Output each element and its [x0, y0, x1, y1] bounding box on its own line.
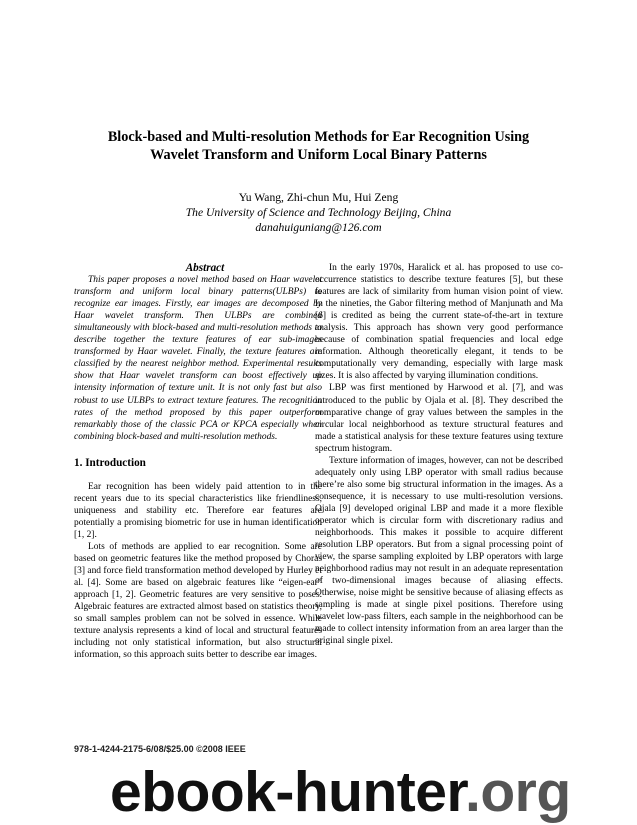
introduction-heading: 1. Introduction — [74, 456, 146, 469]
right-column — [315, 262, 563, 648]
isbn-footer: 978-1-4244-2175-6/08/$25.00 ©2008 IEEE — [74, 744, 246, 754]
abstract-section — [74, 262, 322, 443]
paper-title — [60, 128, 577, 164]
left-column — [74, 262, 322, 661]
author-email: danahuiguniang@126.com — [255, 221, 382, 234]
watermark — [110, 760, 637, 825]
watermark-text: ebook-hunter — [110, 760, 466, 824]
intro-paragraph-1: Ear recognition has been widely paid attention to in the recent years due to its special characteristics like friendliness, uniqueness and stability etc. Therefore ear features are potentially a promising biometric for use in human identification [1, 2]. — [74, 481, 322, 540]
intro-paragraph-2: Lots of methods are applied to ear recognition. Some are based on geometric features like the method proposed by Choras [3] and force field transformation method developed by Hurley et al. [4]. Some are based on algebraic features like “eigen-ear” approach [1, 2]. Geometric features are very sensitive to poses. Algebraic features are extracted almost based on statistics theory, so small samples problem can not be solved in essence. While texture analysis represents a kind of local and structural features including not only statistical information, but also structural information, so this approach suits better to describe ear images. — [74, 541, 322, 661]
abstract-text: This paper proposes a novel method based on Haar wavelet transform and uniform local binary patterns(ULBPs) to recognize ear images. Firstly, ear images are decomposed by Haar wavelet transform. Then ULBPs are combined simultaneously with block-based and multi-resolution methods to describe together the texture features of ear sub-images transformed by Haar wavelet. Finally, the texture features are classified by the nearest neighbor method. Experimental results show that Haar wavelet transform can boost effectively up intensity information of texture unit. It is not only fast but also robust to use ULBPs to extract texture features. The recognition rates of the method proposed by this paper outperform remarkably those of the classic PCA or KPCA especially when combining block-based and multi-resolution methods. — [74, 275, 322, 442]
body-paragraph-multiresolution: Texture information of images, however, can not be described adequately only using LBP operator with small radius because there’re also some big structural information in the images. As a consequence, it is necessary to use multi-resolution versions. Ojala [9] developed original LBP and made it a more flexible operator which is circular form with discretionary radius and neighborhoods. This makes it possible to acquire different resolution LBP operators. But from a signal processing point of view, the sparse sampling exploited by LBP operators with large neighborhood radius may not result in an adequate representation of two-dimensional images because of aliasing effects. Otherwise, noise might be sensitive because of aliasing effects as sampling is made at single pixel positions. Therefore using wavelet low-pass filters, each sample in the neighborhood can be made to collect intensity information from an area larger than the original single pixel. — [315, 455, 563, 647]
watermark-domain: .org — [465, 760, 571, 824]
body-paragraph-lbp: LBP was first mentioned by Harwood et al. [7], and was introduced to the public by Ojala et al. [8]. They described the comparative change of gray values between the samples in the circular local neighborhood as texture structural features and made a statistical analysis for these texture features using texture spectrum histogram. — [315, 383, 563, 454]
title-line-1: Block-based and Multi-resolution Methods for Ear Recognition Using — [107, 129, 530, 145]
author-block — [60, 190, 577, 235]
title-line-2: Wavelet Transform and Uniform Local Binary Patterns — [150, 147, 487, 163]
abstract-heading: Abstract — [185, 262, 225, 274]
body-paragraph-haralick: In the early 1970s, Haralick et al. has proposed to use co-occurrence statistics to describe texture features [5], but these features are lack of similarity from human vision point of view. In the nineties, the Gabor filtering method of Manjunath and Ma [6] is credited as being the current state-of-the-art in texture analysis. This approach has shown very good performance because of combination spatial frequencies and local edge information. Although theoretically elegant, it tends to be computationally very demanding, especially with large mask sizes. It is also affected by varying illumination conditions. — [315, 263, 563, 382]
author-names: Yu Wang, Zhi-chun Mu, Hui Zeng — [238, 191, 399, 204]
affiliation: The University of Science and Technology Beijing, China — [185, 206, 452, 219]
